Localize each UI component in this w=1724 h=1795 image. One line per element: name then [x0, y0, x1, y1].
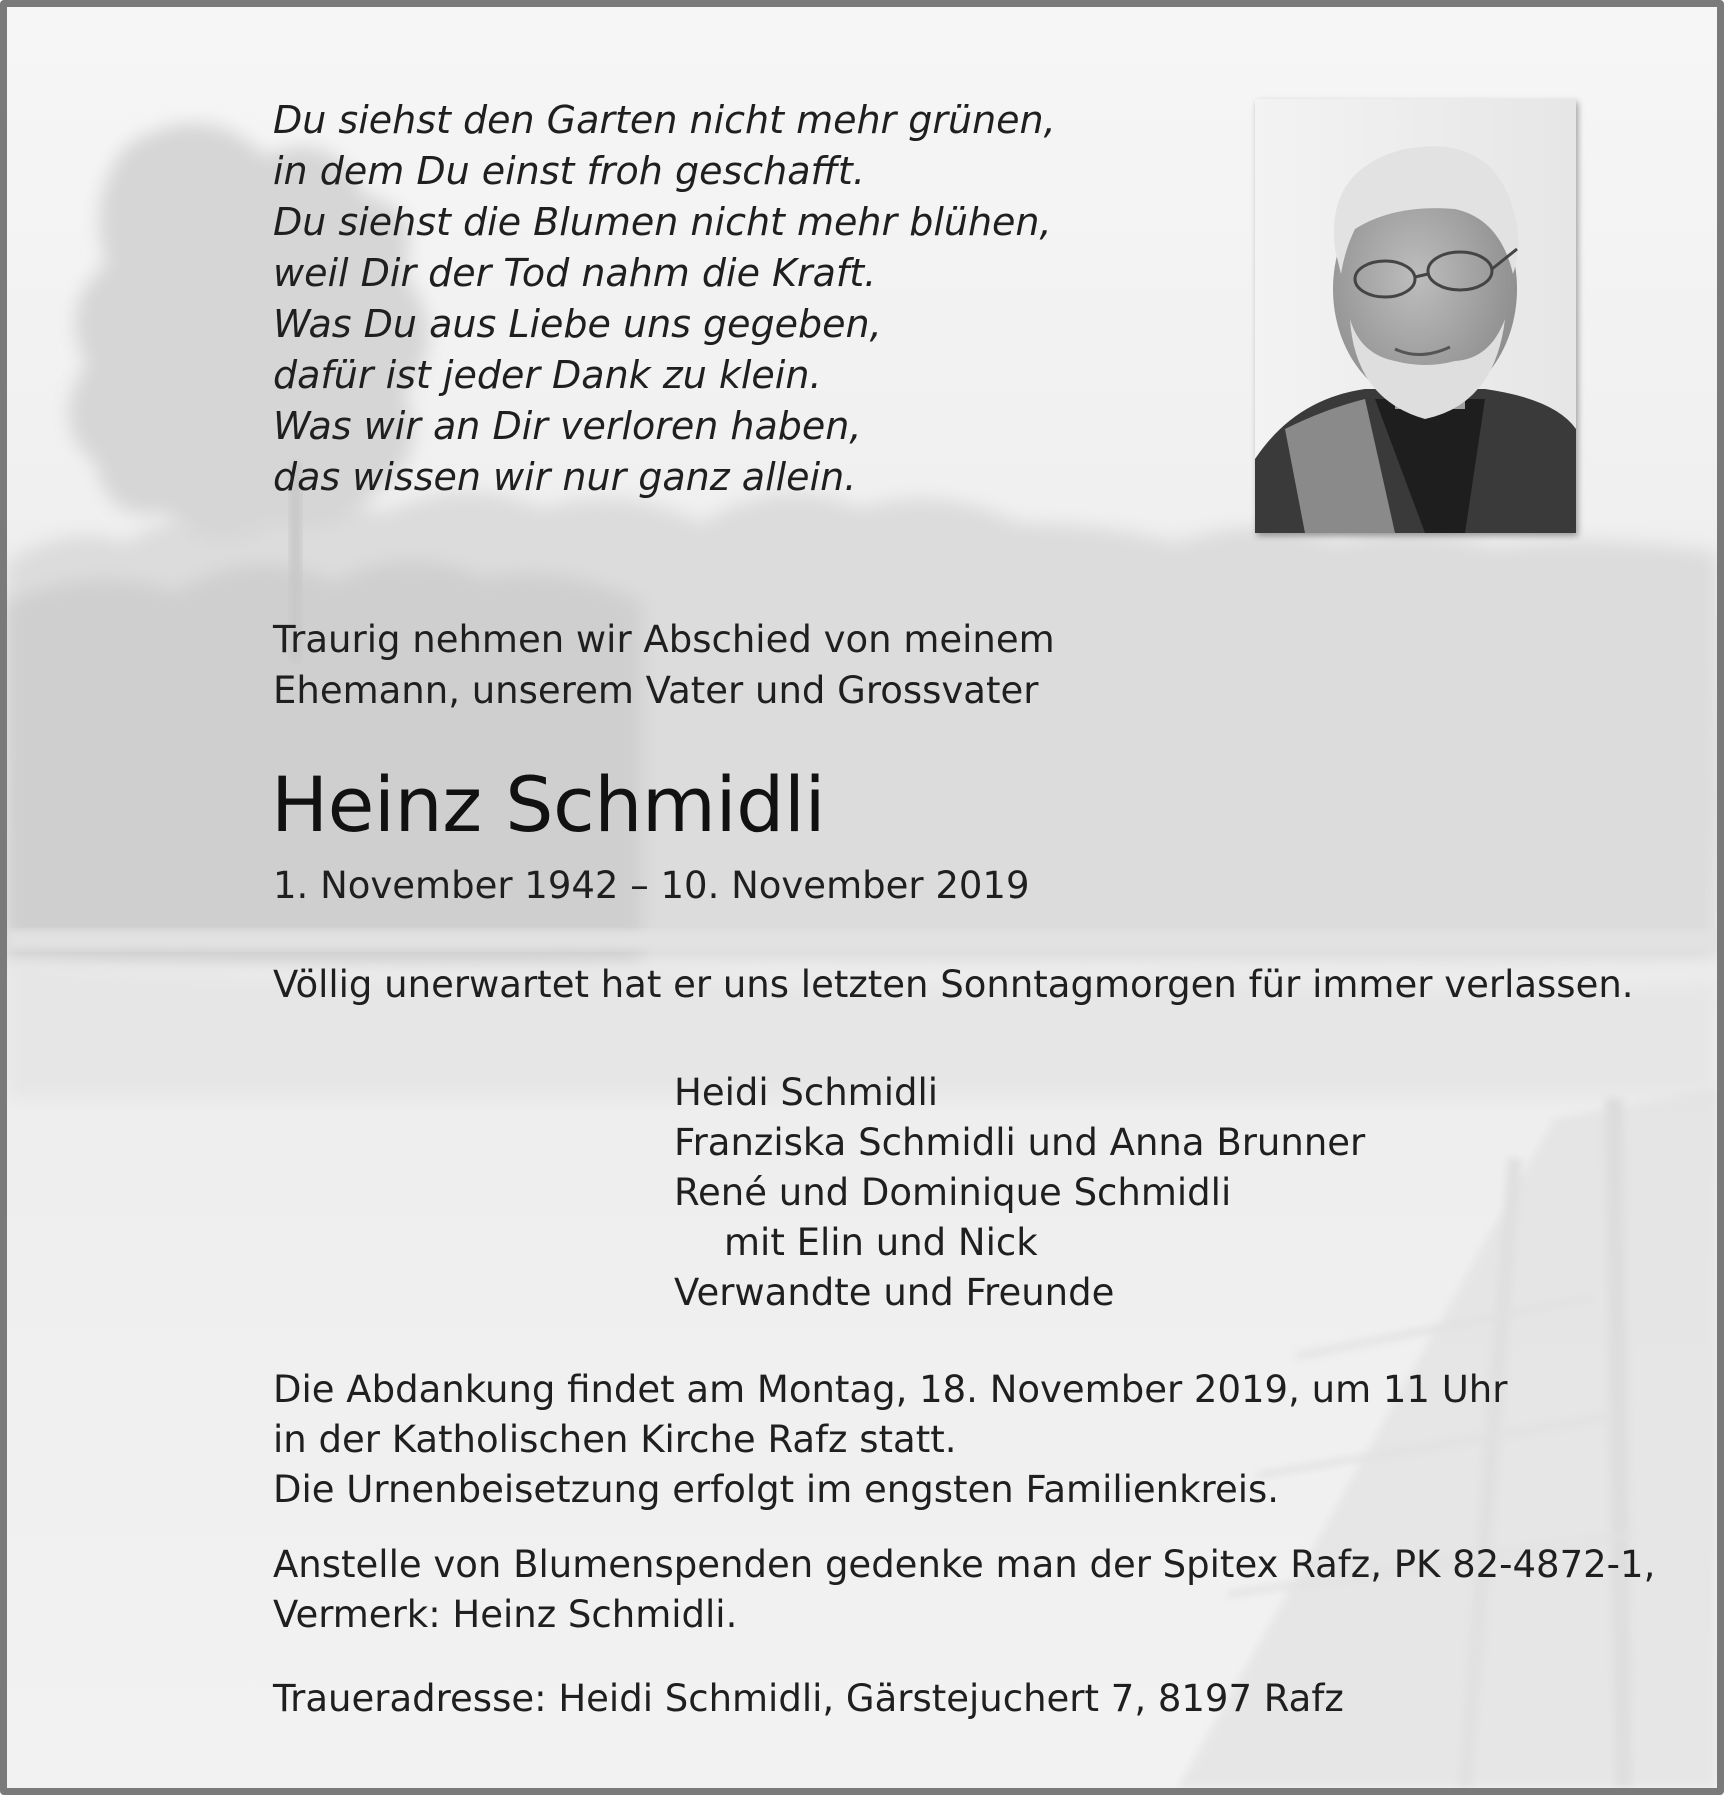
poem-line: in dem Du einst froh geschafft.	[273, 149, 865, 193]
poem-line: das wissen wir nur ganz allein.	[273, 455, 857, 499]
survivor-item: René und Dominique Schmidli	[674, 1171, 1232, 1214]
message-text: Völlig unerwartet hat er uns letzten Sonntagmorgen für immer verlassen.	[273, 963, 1634, 1006]
service-line: Die Abdankung findet am Montag, 18. November 2019, um 11 Uhr	[273, 1368, 1508, 1411]
intro-line: Traurig nehmen wir Abschied von meinem	[273, 618, 1055, 661]
intro-text	[273, 614, 1055, 716]
poem-line: Was Du aus Liebe uns gegeben,	[273, 302, 882, 346]
service-line: Die Urnenbeisetzung erfolgt im engsten Familienkreis.	[273, 1468, 1280, 1511]
service-line: in der Katholischen Kirche Rafz statt.	[273, 1418, 957, 1461]
survivor-item: Heidi Schmidli	[674, 1071, 939, 1114]
poem-line: Du siehst die Blumen nicht mehr blühen,	[273, 200, 1052, 244]
life-dates: 1. November 1942 – 10. November 2019	[273, 864, 1030, 907]
donation-line: Anstelle von Blumenspenden gedenke man der Spitex Rafz, PK 82-4872-1,	[273, 1543, 1656, 1586]
survivors-list	[674, 1068, 1365, 1318]
portrait-photo	[1255, 99, 1576, 533]
poem-line: weil Dir der Tod nahm die Kraft.	[273, 251, 877, 295]
service-info	[273, 1365, 1507, 1515]
deceased-name: Heinz Schmidli	[271, 760, 826, 849]
survivor-item: mit Elin und Nick	[724, 1221, 1038, 1264]
donation-info	[273, 1540, 1655, 1640]
poem-line: dafür ist jeder Dank zu klein.	[273, 353, 822, 397]
survivor-item: Franziska Schmidli und Anna Brunner	[674, 1121, 1366, 1164]
intro-line: Ehemann, unserem Vater und Grossvater	[273, 669, 1039, 712]
poem-line: Du siehst den Garten nicht mehr grünen,	[273, 98, 1056, 142]
poem-line: Was wir an Dir verloren haben,	[273, 404, 862, 448]
survivor-item: Verwandte und Freunde	[674, 1271, 1115, 1314]
poem	[273, 95, 1056, 503]
mourning-address: Traueradresse: Heidi Schmidli, Gärstejuchert 7, 8197 Rafz	[273, 1677, 1344, 1720]
donation-line: Vermerk: Heinz Schmidli.	[273, 1593, 738, 1636]
